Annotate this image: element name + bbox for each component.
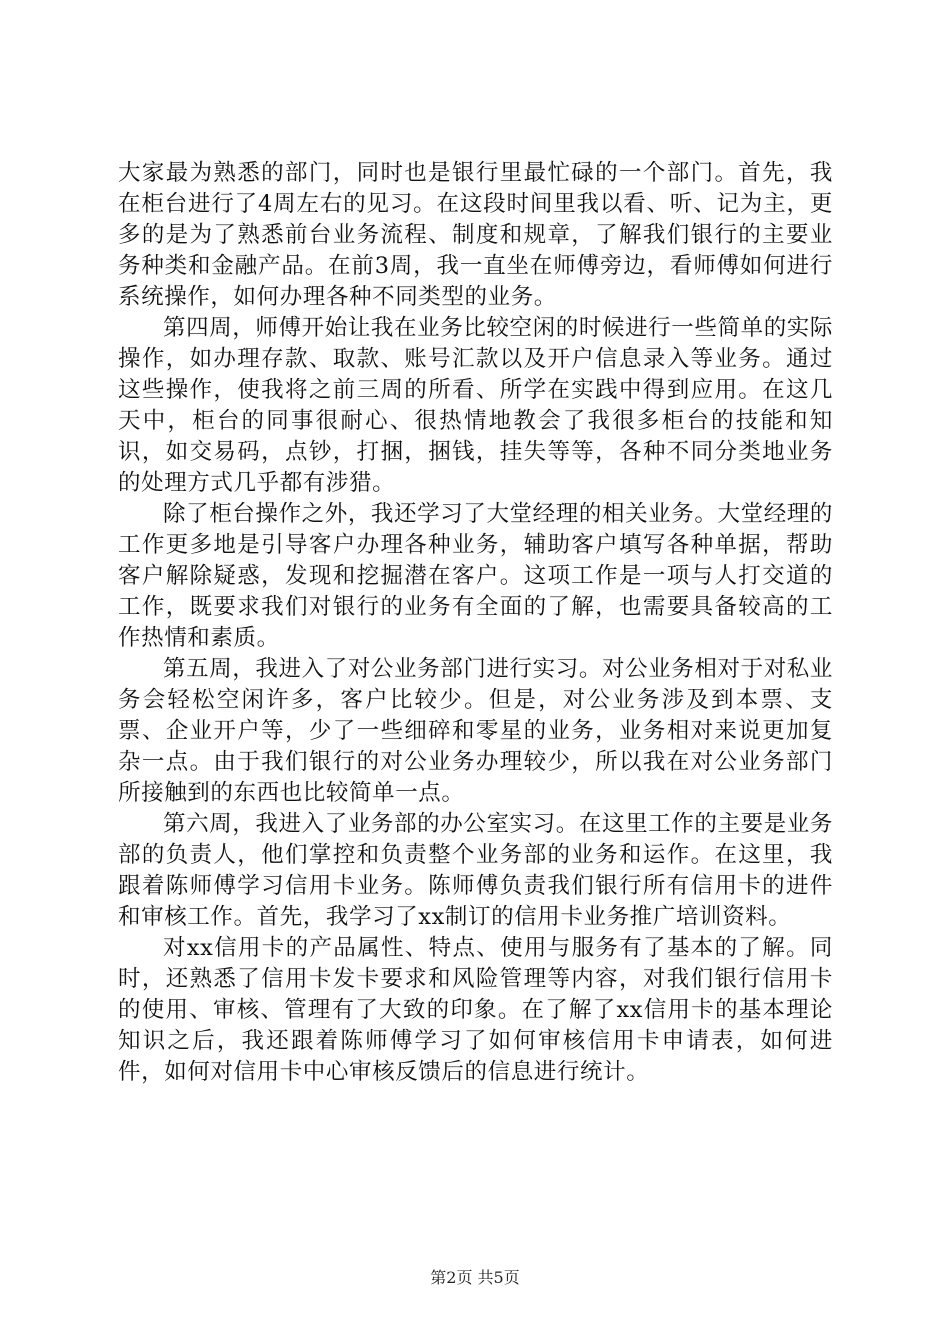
paragraph-5: 第六周，我进入了业务部的办公室实习。在这里工作的主要是业务部的负责人，他们掌控和负责整个业务部的业务和运作。在这里，我跟着陈师傅学习信用卡业务。陈师傅负责我们银行所有信用卡的进件和审核工作。首先，我学习了xx制订的信用卡业务推广培训资料。: [118, 811, 833, 930]
document-body: [118, 158, 833, 1088]
paragraph-1: 大家最为熟悉的部门，同时也是银行里最忙碌的一个部门。首先，我在柜台进行了4周左右的见习。在这段时间里我以看、听、记为主，更多的是为了熟悉前台业务流程、制度和规章，了解我们银行的主要业务种类和金融产品。在前3周，我一直坐在师傅旁边，看师傅如何进行系统操作，如何办理各种不同类型的业务。: [118, 160, 833, 310]
paragraph-2: 第四周，师傅开始让我在业务比较空闲的时候进行一些简单的实际操作，如办理存款、取款、账号汇款以及开户信息录入等业务。通过这些操作，使我将之前三周的所看、所学在实践中得到应用。在这几天中，柜台的同事很耐心、很热情地教会了我很多柜台的技能和知识，如交易码，点钞，打捆，捆钱，挂失等等，各种不同分类地业务的处理方式几乎都有涉猎。: [118, 315, 833, 496]
paragraph-6: 对xx信用卡的产品属性、特点、使用与服务有了基本的了解。同时，还熟悉了信用卡发卡要求和风险管理等内容，对我们银行信用卡的使用、审核、管理有了大致的印象。在了解了xx信用卡的基本理论知识之后，我还跟着陈师傅学习了如何审核信用卡申请表，如何进件，如何对信用卡中心审核反馈后的信息进行统计。: [118, 935, 833, 1085]
paragraph-4: 第五周，我进入了对公业务部门进行实习。对公业务相对于对私业务会轻松空闲许多，客户比较少。但是，对公业务涉及到本票、支票、企业开户等，少了一些细碎和零星的业务，业务相对来说更加复杂一点。由于我们银行的对公业务办理较少，所以我在对公业务部门所接触到的东西也比较简单一点。: [118, 656, 833, 806]
page-footer: 第2页 共5页: [430, 1268, 520, 1287]
paragraph-3: 除了柜台操作之外，我还学习了大堂经理的相关业务。大堂经理的工作更多地是引导客户办理各种业务，辅助客户填写各种单据，帮助客户解除疑惑，发现和挖掘潜在客户。这项工作是一项与人打交道的工作，既要求我们对银行的业务有全面的了解，也需要具备较高的工作热情和素质。: [118, 501, 833, 651]
